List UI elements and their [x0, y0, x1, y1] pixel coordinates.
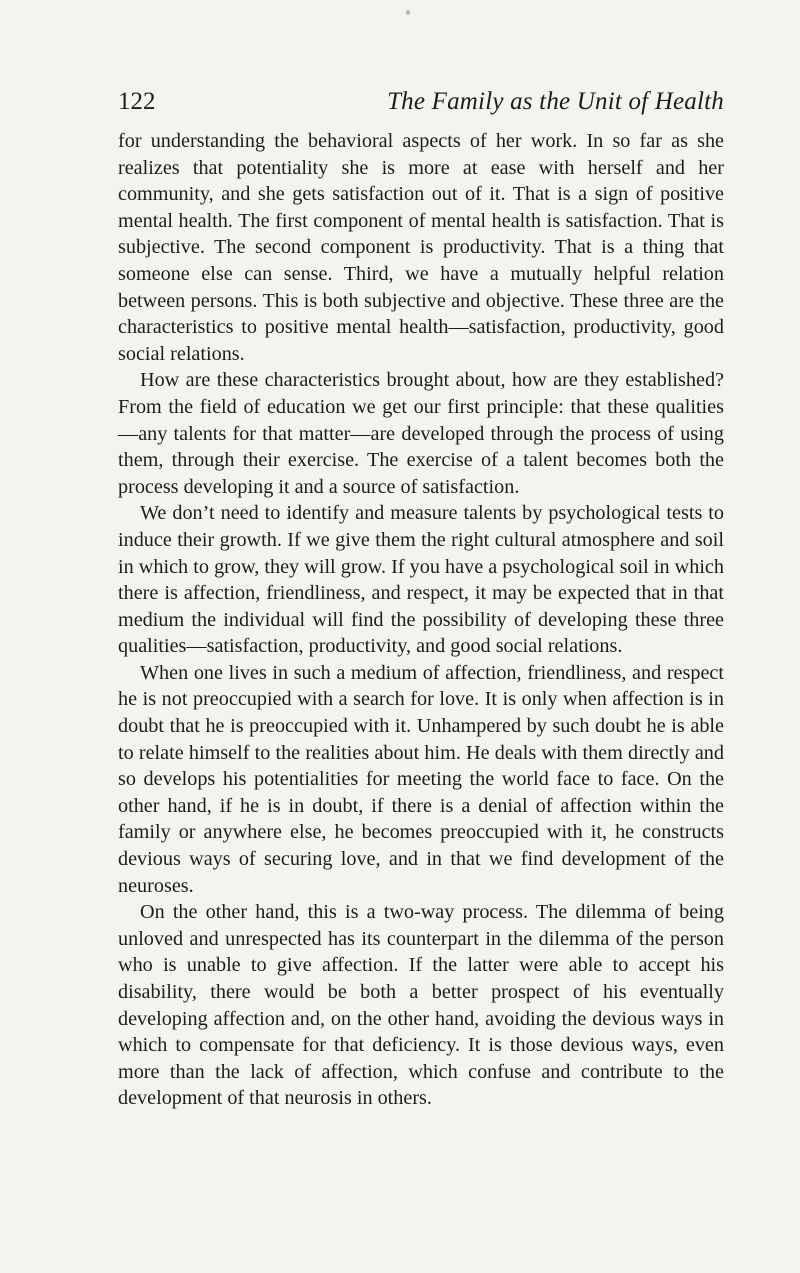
- book-page: [118, 88, 724, 1112]
- page-number: 122: [118, 88, 156, 115]
- running-title: The Family as the Unit of Health: [387, 88, 724, 115]
- paragraph-continued: for understanding the behavioral aspects of her work. In so far as she realizes that potentiality she is more at ease with herself and her community, and she gets satisfaction out of it. That is a sign of positive mental health. The first component of mental health is satisfaction. That is subjective. The second component is productivity. That is a thing that someone else can sense. Third, we have a mutually helpful relation between persons. This is both subjective and objective. These three are the characteristics to positive mental health—satisfaction, productivity, good social relations.: [118, 130, 724, 365]
- paragraph-two-way-process: On the other hand, this is a two-way process. The dilemma of being unloved and unrespected has its counterpart in the dilemma of the person who is unable to give affection. If the latter were able to accept his disability, there would be both a better prospect of his eventually developing affection and, on the other hand, avoiding the devious ways in which to compensate for that deficiency. It is those devious ways, even more than the lack of affection, which confuse and contribute to the development of that neurosis in others.: [118, 901, 724, 1110]
- paragraph-affection: When one lives in such a medium of affection, friendliness, and respect he is not preoccupied with a search for love. It is only when affection is in doubt that he is preoccupied with it. Unhampered by such doubt he is able to relate himself to the realities about him. He deals with them directly and so develops his potentialities for meeting the world face to face. On the other hand, if he is in doubt, if there is a denial of affection within the family or anywhere else, he becomes preoccupied with it, he constructs devious ways of securing love, and in that we find development of the neuroses.: [118, 661, 724, 897]
- paragraph-talents: We don’t need to identify and measure talents by psychological tests to induce their growth. If we give them the right cultural atmosphere and soil in which to grow, they will grow. If you have a psychological soil in which there is affection, friendliness, and respect, it may be expected that in that medium the individual will find the possibility of developing these three qualities—satisfaction, productivity, and good social relations.: [118, 502, 724, 658]
- paragraph-characteristics: How are these characteristics brought about, how are they established? From the field of education we get our first principle: that these qualities—any talents for that matter—are developed through the process of using them, through their exercise. The exercise of a talent becomes both the process developing it and a source of satisfaction.: [118, 369, 724, 498]
- paper-speck: [406, 10, 410, 15]
- body-text: [118, 128, 724, 1112]
- page-header: [118, 88, 724, 128]
